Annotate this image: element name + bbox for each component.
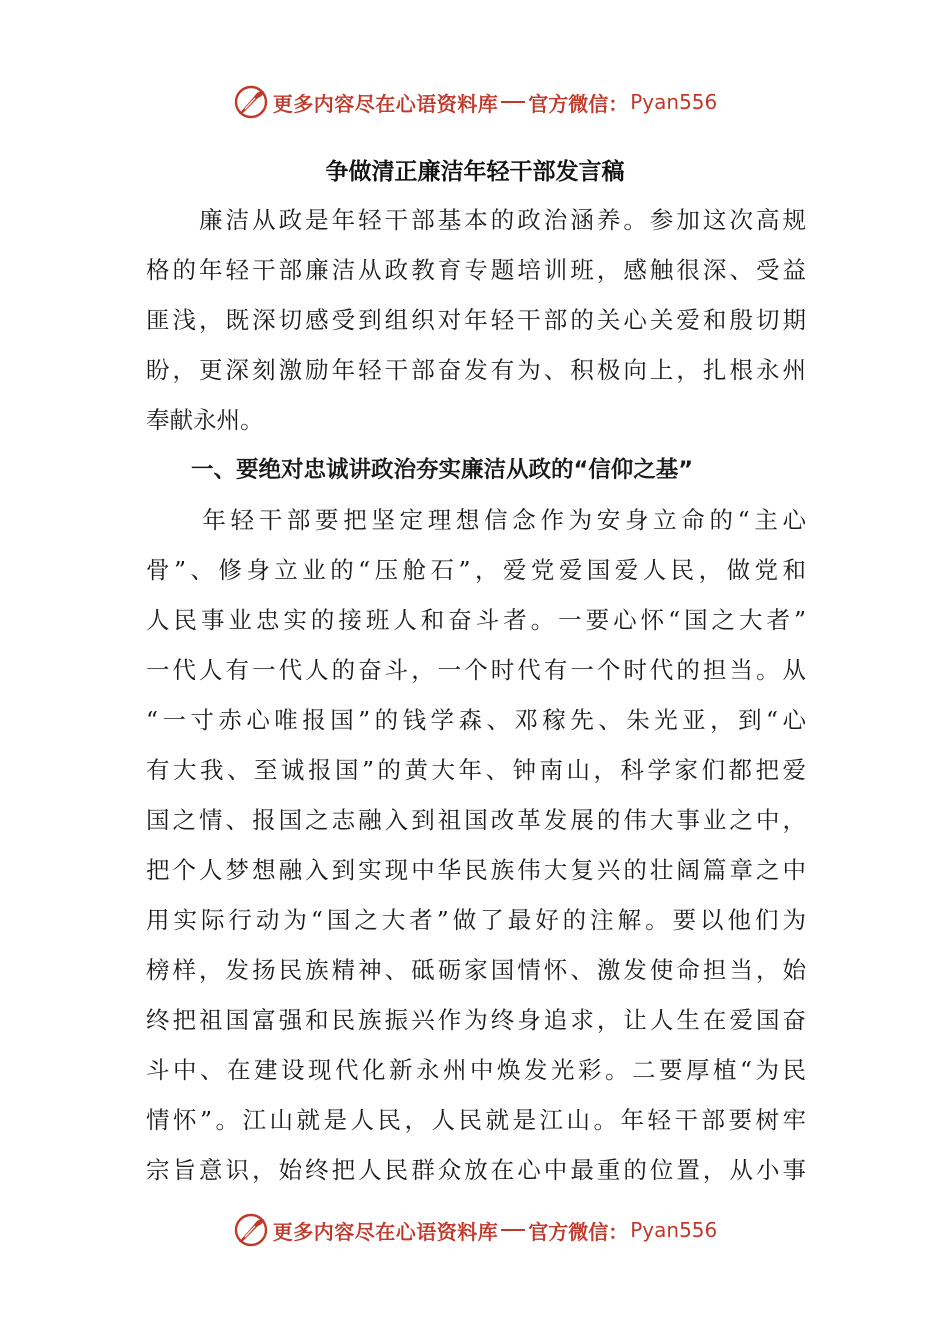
text-line: 斗中、在建设现代化新永州中焕发光彩。二要厚植“为民 [146, 1056, 806, 1084]
text-line: 奉献永州。 [146, 406, 264, 434]
text-line: 年轻干部要把坚定理想信念作为安身立命的“主心 [146, 506, 806, 534]
text-line: 情怀”。江山就是人民，人民就是江山。年轻干部要树牢 [146, 1106, 806, 1134]
banner-wechat-id: Pyan556 [630, 90, 718, 114]
text-line: 榜样，发扬民族精神、砥砺家国情怀、激发使命担当，始 [146, 956, 806, 984]
banner-label: 官方微信： [528, 91, 629, 116]
quill-logo-icon [233, 84, 269, 120]
text-line: 用实际行动为“国之大者”做了最好的注解。要以他们为 [146, 906, 806, 934]
paragraph-2 [146, 495, 806, 1195]
footer-banner [0, 1210, 950, 1250]
text-line: 一代人有一代人的奋斗，一个时代有一个时代的担当。从 [146, 656, 806, 684]
banner-text: 更多内容尽在心语资料库 [272, 1219, 499, 1244]
banner-dash [501, 101, 525, 103]
banner-text: 更多内容尽在心语资料库 [272, 91, 499, 116]
text-line: “一寸赤心唯报国”的钱学森、邓稼先、朱光亚，到“心 [146, 706, 806, 734]
text-line: 廉洁从政是年轻干部基本的政治涵养。参加这次高规 [146, 206, 806, 234]
paragraph-1 [146, 195, 806, 445]
text-line: 人民事业忠实的接班人和奋斗者。一要心怀“国之大者” [146, 606, 806, 634]
banner-label: 官方微信： [528, 1219, 629, 1244]
text-line: 盼，更深刻激励年轻干部奋发有为、积极向上，扎根永州 [146, 356, 806, 384]
section-heading: 一、要绝对忠诚讲政治夯实廉洁从政的“信仰之基” [146, 457, 694, 483]
banner-dash [501, 1229, 525, 1231]
banner-wechat-id: Pyan556 [630, 1218, 718, 1242]
text-line: 格的年轻干部廉洁从政教育专题培训班，感触很深、受益 [146, 256, 806, 284]
text-line: 匪浅，既深切感受到组织对年轻干部的关心关爱和殷切期 [146, 306, 806, 334]
text-line: 终把祖国富强和民族振兴作为终身追求，让人生在爱国奋 [146, 1006, 806, 1034]
quill-logo-icon [233, 1212, 269, 1248]
text-line: 宗旨意识，始终把人民群众放在心中最重的位置，从小事 [146, 1156, 806, 1184]
text-line: 国之情、报国之志融入到祖国改革发展的伟大事业之中， [146, 806, 806, 834]
text-line: 把个人梦想融入到实现中华民族伟大复兴的壮阔篇章之中 [146, 856, 806, 884]
text-line: 骨”、修身立业的“压舱石”，爱党爱国爱人民，做党和 [146, 556, 806, 584]
document-title: 争做清正廉洁年轻干部发言稿 [325, 159, 625, 185]
text-line: 有大我、至诚报国”的黄大年、钟南山，科学家们都把爱 [146, 756, 806, 784]
section-heading-block [146, 445, 806, 495]
header-banner [0, 82, 950, 122]
